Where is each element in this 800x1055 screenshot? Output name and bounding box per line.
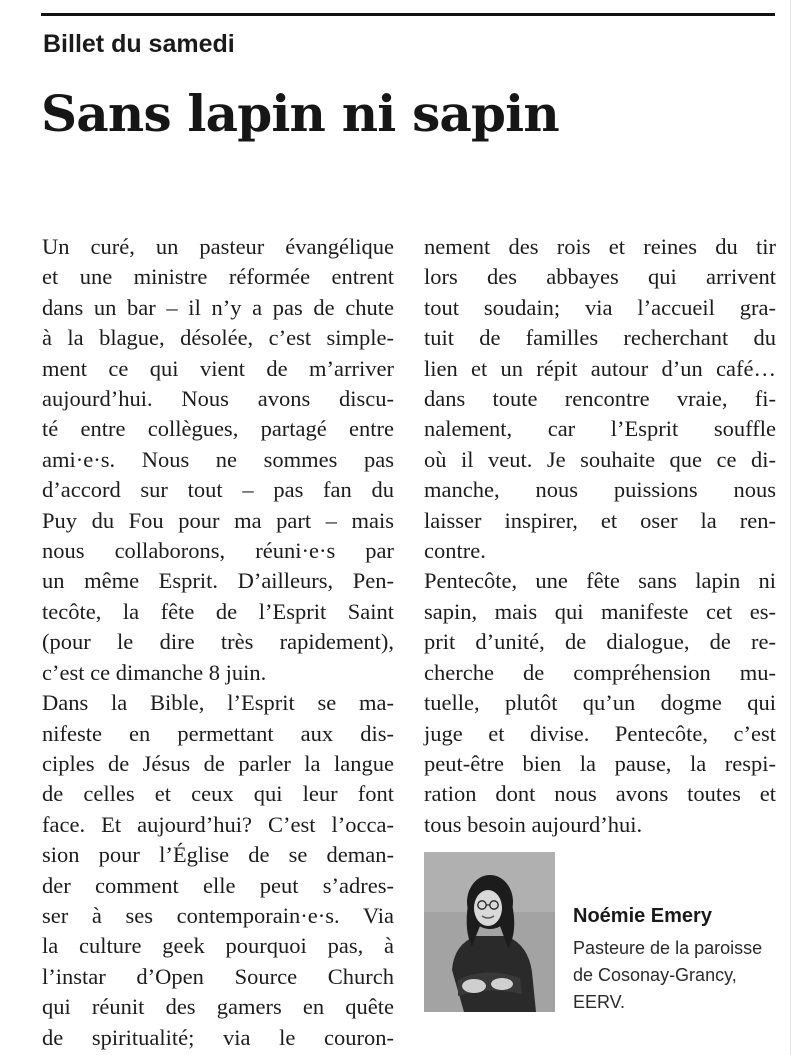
rubric-label: Billet du samedi bbox=[43, 30, 235, 58]
article-title: Sans lapin ni sapin bbox=[41, 84, 559, 143]
page-edge-line bbox=[790, 0, 791, 1055]
text-line: cherche de compréhension mu- bbox=[424, 659, 776, 685]
text-line: la culture geek pourquoi pas, à bbox=[42, 933, 394, 959]
text-line: de celles et ceux qui leur font bbox=[42, 781, 394, 807]
top-rule bbox=[41, 13, 775, 16]
text-line: Puy du Fou pour ma part – mais bbox=[42, 507, 394, 533]
text-line: de spiritualité; via le couron- bbox=[42, 1024, 394, 1050]
text-line: nifeste en permettant aux dis- bbox=[42, 720, 394, 746]
author-name: Noémie Emery bbox=[573, 905, 712, 927]
text-line: ment ce qui vient de m’arriver bbox=[42, 355, 394, 381]
text-line: tuit de familles recherchant du bbox=[424, 325, 776, 351]
text-line: un même Esprit. D’ailleurs, Pen- bbox=[42, 568, 394, 594]
author-role-line: EERV. bbox=[573, 992, 626, 1012]
author-role-line: de Cosonay-Grancy, bbox=[573, 965, 737, 985]
author-role-line: Pasteure de la paroisse bbox=[573, 938, 763, 958]
text-line: ami·e·s. Nous ne sommes pas bbox=[42, 446, 394, 472]
text-line: nous collaborons, réuni·e·s par bbox=[42, 538, 394, 564]
text-line: nement des rois et reines du tir bbox=[424, 234, 776, 259]
text-line: dans un bar – il n’y a pas de chute bbox=[42, 294, 394, 320]
text-line: et une ministre réformée entrent bbox=[42, 264, 394, 290]
text-line: juge et divise. Pentecôte, c’est bbox=[424, 720, 776, 746]
text-line: l’instar d’Open Source Church bbox=[42, 963, 394, 989]
text-line: ration dont nous avons toutes et bbox=[424, 781, 776, 807]
text-line: der comment elle peut s’adres- bbox=[42, 872, 394, 898]
text-line: (pour le dire très rapidement), bbox=[42, 629, 394, 655]
author-photo bbox=[424, 852, 555, 1012]
text-line: laisser inspirer, et oser la ren- bbox=[424, 507, 776, 533]
author-portrait-illustration bbox=[424, 852, 555, 1012]
text-line: aujourd’hui. Nous avons discu- bbox=[42, 386, 394, 412]
text-line: tuelle, plutôt qu’un dogme qui bbox=[424, 690, 776, 716]
text-line: contre. bbox=[424, 538, 486, 564]
text-line: lors des abbayes qui arrivent bbox=[424, 264, 776, 290]
text-line: d’accord sur tout – pas fan du bbox=[42, 477, 394, 503]
text-line: dans toute rencontre vraie, fi- bbox=[424, 386, 776, 412]
text-line: Un curé, un pasteur évangélique bbox=[42, 234, 394, 259]
text-line: nalement, car l’Esprit souffle bbox=[424, 416, 776, 442]
author-role bbox=[573, 935, 783, 1016]
text-line: ser à ses contemporain·e·s. Via bbox=[42, 902, 394, 928]
text-line: peut-être bien la pause, la respi- bbox=[424, 750, 776, 776]
text-line: qui réunit des gamers en quête bbox=[42, 994, 394, 1020]
text-line: face. Et aujourd’hui? C’est l’occa- bbox=[42, 811, 394, 837]
text-line: sapin, mais qui manifeste cet es- bbox=[424, 598, 776, 624]
text-line: à la blague, désolée, c’est simple- bbox=[42, 325, 394, 351]
article-column-1 bbox=[42, 232, 394, 1053]
text-line: prit d’unité, de dialogue, de re- bbox=[424, 629, 776, 655]
text-line: Pentecôte, une fête sans lapin ni bbox=[424, 568, 776, 594]
text-line: où il veut. Je souhaite que ce di- bbox=[424, 446, 776, 472]
article-column-2 bbox=[424, 232, 776, 840]
text-line: ciples de Jésus de parler la langue bbox=[42, 750, 394, 776]
text-line: tous besoin aujourd’hui. bbox=[424, 811, 643, 837]
text-line: c’est ce dimanche 8 juin. bbox=[42, 659, 267, 685]
text-line: Dans la Bible, l’Esprit se ma- bbox=[42, 690, 394, 716]
text-line: tecôte, la fête de l’Esprit Saint bbox=[42, 598, 394, 624]
text-line: tout soudain; via l’accueil gra- bbox=[424, 294, 776, 320]
text-line: manche, nous puissions nous bbox=[424, 477, 776, 503]
text-line: sion pour l’Église de se deman- bbox=[42, 842, 394, 868]
text-line: lien et un répit autour d’un café… bbox=[424, 355, 776, 381]
text-line: té entre collègues, partagé entre bbox=[42, 416, 394, 442]
